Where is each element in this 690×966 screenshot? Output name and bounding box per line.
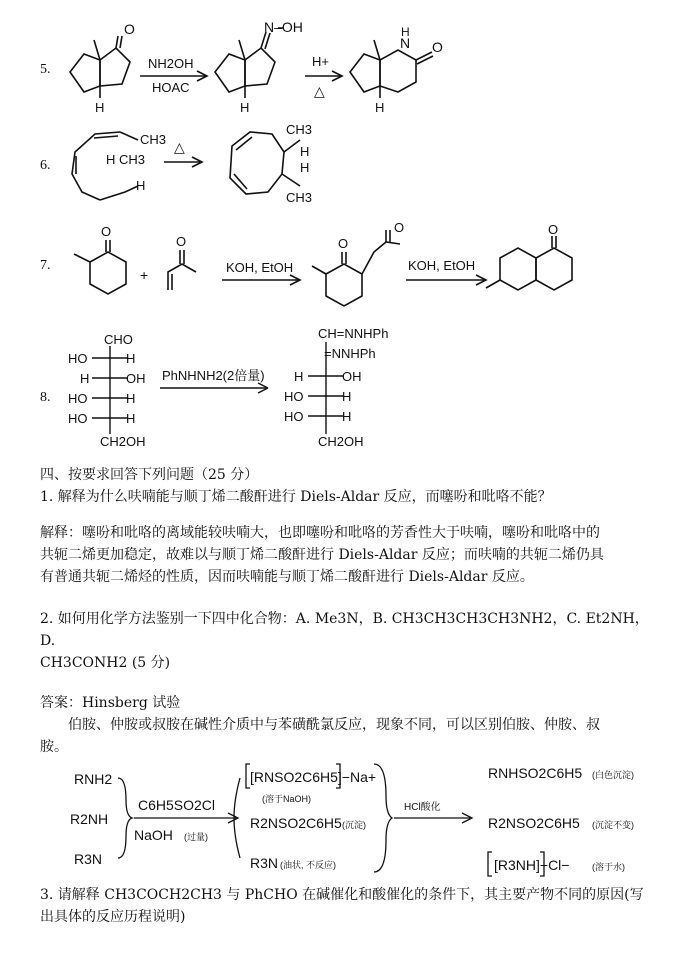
rxn5-oxime-label: N–OH (264, 19, 303, 35)
rxn8-sm-h-2: H (80, 371, 90, 386)
rxn5-sm-ring-left (70, 54, 100, 92)
rxn5-oxime-H: H (240, 100, 250, 115)
rxn6-sub-h: H (136, 178, 146, 193)
rxn7-reagent2: KOH, EtOH (408, 258, 476, 273)
hinsberg-out3: [R3NH]+Cl− (494, 857, 570, 873)
rxn8-sm-ho-3: HO (68, 391, 88, 406)
rxn8-prod-row3-left: HO (284, 409, 304, 424)
hinsberg-reagent-top: C6H5SO2Cl (138, 797, 216, 813)
q2-line1: 2. 如何用化学方法鉴别一下四中化合物：A. Me3N，B. CH3CH3CH3CH3NH2，C. Et2NH，D. (40, 611, 649, 649)
hinsberg-out3-note: (溶于水) (592, 862, 625, 872)
hinsberg-out2: R2NSO2C6H5 (488, 815, 580, 831)
rxn8-reagent: PhNHNH2(2倍量) (162, 368, 265, 383)
hinsberg-amine-1: RNH2 (74, 771, 113, 787)
rxn5-lactam-O: O (432, 39, 443, 55)
rxn8-prod-row3-right: H (342, 409, 352, 424)
a2-line2: 胺。 (40, 739, 68, 755)
hinsberg-out1: RNHSO2C6H5 (488, 765, 583, 781)
rxn7-int-O1: O (338, 236, 349, 251)
rxn8-sm-h-1: H (126, 351, 136, 366)
rxn8-prod-row2-left: HO (284, 389, 304, 404)
hinsberg-out1-note: (白色沉淀) (592, 770, 634, 780)
hinsberg-reagent-note: (过量) (184, 832, 208, 842)
a2-line1: 伯胺、仲胺或叔胺在碱性介质中与苯磺酰氯反应，现象不同，可以区别伯胺、仲胺、叔 (68, 717, 600, 733)
hinsberg-mid1-note: (溶于NaOH) (262, 794, 311, 804)
rxn7-ketone-ring (90, 252, 126, 294)
rxn7-reagent1: KOH, EtOH (226, 260, 294, 275)
a1-line2: 共轭二烯更加稳定，故难以与顺丁烯二酸酐进行 Diels-Aldar 反应；而呋喃的共轭二烯仍具 (40, 547, 604, 563)
rxn7-product-ring-b (536, 248, 572, 290)
rxn6-number: 6. (40, 158, 51, 173)
hinsberg-mid2-note: (沉淀) (342, 820, 366, 830)
rxn8-prod-row1-left: H (294, 369, 304, 384)
rxn6-scheme (0, 112, 690, 212)
hinsberg-amine-2: R2NH (70, 811, 109, 827)
rxn8-sm-ho-1: HO (68, 351, 88, 366)
rxn7-int-O2: O (394, 222, 405, 235)
rxn5-sm-O: O (124, 21, 135, 37)
hinsberg-amine-3: R3N (74, 851, 103, 867)
rxn5-number: 5. (40, 62, 51, 77)
rxn6-prod-h-a: H (300, 144, 310, 159)
rxn6-product-ring (230, 132, 284, 194)
rxn8-sm-oh-2: OH (126, 371, 146, 386)
hinsberg-out2-note: (沉淀不变) (592, 820, 634, 830)
hinsberg-mid1: [RNSO2C6H5]−Na+ (250, 769, 377, 785)
rxn5-heat: △ (314, 83, 325, 99)
rxn7-mvk-O: O (176, 234, 187, 249)
rxn6-sub-h-ch3: H CH3 (106, 152, 146, 167)
rxn8-prod-top2: =NNHPh (324, 346, 376, 361)
rxn5-scheme (0, 10, 690, 120)
q1: 1. 解释为什么呋喃能与顺丁烯二酸酐进行 Diels-Aldar 反应，而噻吩和吡咯不能？ (40, 489, 552, 505)
a1-line1: 解释：噻吩和吡咯的离域能较呋喃大，也即噻吩和吡咯的芳香性大于呋喃，噻吩和吡咯中的 (40, 525, 600, 541)
rxn8-prod-top1: CH=NNHPh (318, 326, 389, 341)
rxn8-scheme (0, 322, 690, 452)
rxn8-prod-row2-right: H (342, 389, 352, 404)
rxn7-scheme (0, 222, 690, 312)
hinsberg-scheme (0, 756, 690, 880)
hinsberg-brace-left (118, 778, 132, 858)
rxn7-prod-O: O (548, 222, 559, 237)
a1-line3: 有普通共轭二烯烃的性质，因而呋喃能与顺丁烯二酸酐进行 Diels-Aldar 反应。 (40, 569, 534, 585)
hinsberg-mid2: R2NSO2C6H5 (250, 815, 342, 831)
rxn6-heat: △ (174, 139, 185, 155)
hinsberg-reagent-bottom: NaOH (134, 827, 173, 843)
q3-line2: 出具体的反应历程说明) (40, 909, 186, 925)
rxn8-sm-ho-4: HO (68, 411, 88, 426)
q3-block (40, 884, 660, 928)
rxn5-lactam-NH-H: H (401, 25, 410, 39)
rxn5-sm-H: H (95, 100, 105, 115)
rxn8-prod-row1-right: OH (342, 369, 362, 384)
rxn8-sm-ch2oh: CH2OH (100, 434, 146, 449)
rxn8-sm-cho: CHO (104, 332, 133, 347)
rxn5-acid: H+ (312, 54, 329, 69)
hinsberg-mid3-note: (油状, 不反应) (280, 860, 336, 870)
rxn7-sm-O: O (101, 224, 112, 239)
rxn5-reagent-top: NH2OH (148, 56, 194, 71)
section4-heading: 四、按要求回答下列问题（25 分） (40, 467, 259, 483)
hinsberg-mid3: R3N (250, 855, 279, 871)
q2-line2: CH3CONH2 (5 分) (40, 655, 171, 671)
rxn5-sm-methyl (94, 40, 100, 60)
rxn7-plus: + (140, 267, 149, 283)
rxn7-product-ring-a (500, 248, 536, 290)
a2-title: 答案：Hinsberg 试验 (40, 695, 181, 711)
rxn5-reagent-bottom: HOAC (152, 80, 190, 95)
rxn8-prod-ch2oh: CH2OH (318, 434, 364, 449)
rxn5-lactam-N: N (400, 35, 411, 51)
rxn6-prod-ch3-top: CH3 (286, 122, 313, 137)
section4-text (40, 464, 660, 758)
rxn5-lactam-H: H (375, 100, 385, 115)
rxn6-prod-ch3-bottom: CH3 (286, 190, 313, 205)
q3-line1: 3. 请解释 CH3COCH2CH3 与 PhCHO 在碱催化和酸催化的条件下，其主要产物不同的原因(写 (40, 887, 644, 903)
rxn5-sm-ring-right (100, 48, 130, 86)
rxn8-sm-h-3: H (126, 391, 136, 406)
rxn6-sub-ch3-a: CH3 (140, 132, 167, 147)
rxn6-prod-h-b: H (300, 160, 310, 175)
rxn7-number: 7. (40, 258, 51, 273)
rxn8-number: 8. (40, 390, 51, 405)
rxn8-sm-h-4: H (126, 411, 136, 426)
hinsberg-acid: HCl酸化 (404, 802, 441, 813)
